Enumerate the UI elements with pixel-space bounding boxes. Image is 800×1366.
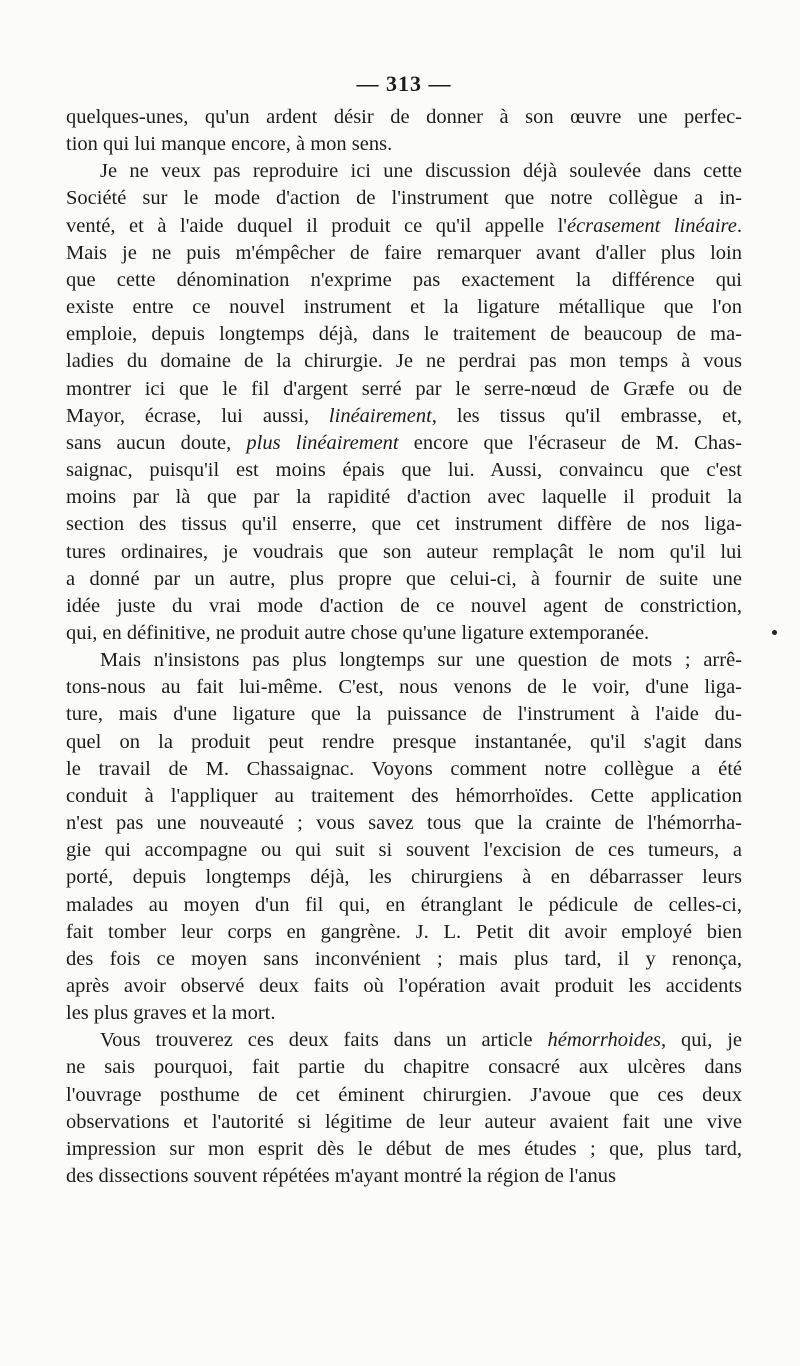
text-run: Mayor, écrase, lui aussi, (66, 404, 329, 427)
text-line (66, 674, 742, 701)
text-line (66, 1163, 742, 1190)
text-run: fait tomber leur corps en gangrène. J. L. Petit dit avoir employé bien (66, 920, 742, 943)
text-line (66, 213, 742, 240)
text-line (66, 539, 742, 566)
text-line (66, 267, 742, 294)
ink-speck (772, 630, 777, 635)
text-run: existe entre ce nouvel instrument et la ligature métallique que l'on (66, 296, 742, 319)
text-run: section des tissus qu'il enserre, que cet instrument diffère de nos liga- (66, 513, 742, 536)
text-line (66, 783, 742, 810)
text-line (66, 729, 742, 756)
text-line (66, 1136, 742, 1163)
italic-term: plus linéairement (246, 431, 399, 454)
text-run: des fois ce moyen sans inconvénient ; mais plus tard, il y renonça, (66, 947, 742, 970)
text-line (66, 756, 742, 783)
text-line (66, 1027, 742, 1054)
paragraph (66, 104, 742, 158)
text-line (66, 973, 742, 1000)
text-run: Mais je ne puis m'émpêcher de faire remarquer avant d'aller plus loin (66, 241, 742, 264)
text-run: venté, et à l'aide duquel il produit ce qu'il appelle l' (66, 214, 567, 237)
paragraph (66, 158, 742, 647)
text-run: sans aucun doute, (66, 431, 247, 454)
text-line (66, 647, 742, 674)
text-line (66, 348, 742, 375)
text-run: après avoir observé deux faits où l'opération avait produit les accidents (66, 975, 742, 997)
text-run: l'ouvrage posthume de cet éminent chirurgien. J'avoue que ces deux (66, 1083, 742, 1106)
text-run: qui, en définitive, ne produit autre chose qu'une ligature extemporanée. (66, 621, 650, 644)
text-line (66, 403, 742, 430)
text-run: les plus graves et la mort. (66, 1002, 276, 1025)
text-line (66, 919, 742, 946)
text-line (66, 1054, 742, 1081)
body-text (66, 104, 742, 1190)
text-run: Je ne veux pas reproduire ici une discussion déjà soulevée dans cette (100, 160, 742, 183)
text-run: Vous trouverez ces deux faits dans un article (100, 1029, 548, 1052)
text-line (66, 1000, 742, 1027)
text-run: que cette dénomination n'exprime pas exactement la différence qui (66, 268, 742, 291)
text-run: tons-nous au fait lui-même. C'est, nous venons de le voir, d'une liga- (66, 676, 742, 699)
text-line (66, 892, 742, 919)
text-line (66, 701, 742, 728)
text-run: moins par là que par la rapidité d'action avec laquelle il produit la (66, 486, 742, 509)
text-line (66, 946, 742, 973)
text-run: observations et l'autorité si légitime de leur auteur avaient fait une vive (66, 1110, 742, 1133)
text-run: quel on la produit peut rendre presque instantanée, qu'il s'agit dans (66, 730, 742, 753)
text-run: , qui, je (661, 1029, 742, 1052)
text-line (66, 566, 742, 593)
text-line (66, 104, 742, 131)
text-line (66, 294, 742, 321)
text-run: emploie, depuis longtemps déjà, dans le traitement de beaucoup de ma- (66, 323, 742, 346)
page-number: — 313 — (356, 71, 452, 96)
text-run: le travail de M. Chassaignac. Voyons comment notre collègue a été (66, 757, 742, 780)
text-line (66, 240, 742, 267)
text-run: saignac, puisqu'il est moins épais que lui. Aussi, convaincu que c'est (66, 459, 742, 482)
text-line (66, 158, 742, 185)
italic-term: écrasement linéaire (566, 214, 737, 237)
text-run: idée juste du vrai mode d'action de ce nouvel agent de constriction, (66, 594, 742, 617)
text-run: ture, mais d'une ligature que la puissance de l'instrument à l'aide du- (66, 703, 742, 726)
paragraph (66, 1027, 742, 1190)
text-line (66, 1082, 742, 1109)
text-run: . (736, 214, 742, 237)
text-line (66, 376, 742, 403)
text-line (66, 1109, 742, 1136)
text-line (66, 593, 742, 620)
text-run: ladies du domaine de la chirurgie. Je ne perdrai pas mon temps à vous (66, 350, 742, 373)
text-line (66, 837, 742, 864)
text-run: ne sais pourquoi, fait partie du chapitre consacré aux ulcères dans (66, 1056, 742, 1079)
text-line (66, 864, 742, 891)
text-run: encore que l'écraseur de M. Chas- (398, 431, 743, 454)
text-run: conduit à l'appliquer au traitement des hémorrhoïdes. Cette application (66, 784, 742, 807)
text-run: a donné par un autre, plus propre que celui-ci, à fournir de suite une (66, 567, 742, 590)
text-line (66, 131, 742, 158)
text-line (66, 810, 742, 837)
text-run: tures ordinaires, je voudrais que son auteur remplaçât le nom qu'il lui (66, 540, 742, 563)
text-line (66, 321, 742, 348)
text-line (66, 484, 742, 511)
text-line (66, 430, 742, 457)
text-run: quelques-unes, qu'un ardent désir de donner à son œuvre une perfec- (66, 106, 742, 128)
text-run: Mais n'insistons pas plus longtemps sur une question de mots ; arrê- (100, 649, 742, 672)
text-run: n'est pas une nouveauté ; vous savez tous que la crainte de l'hémorrha- (66, 812, 742, 835)
text-run: , les tissus qu'il embrasse, et, (431, 404, 742, 427)
text-line (66, 457, 742, 484)
italic-term: hémorrhoides (547, 1029, 662, 1052)
text-run: porté, depuis longtemps déjà, les chirurgiens à en débarrasser leurs (66, 866, 742, 889)
text-line (66, 511, 742, 538)
text-line (66, 620, 742, 647)
text-run: malades au moyen d'un fil qui, en étranglant le pédicule de celles-ci, (66, 893, 742, 916)
text-run: des dissections souvent répétées m'ayant montré la région de l'anus (66, 1165, 616, 1188)
paragraph (66, 647, 742, 1027)
text-run: impression sur mon esprit dès le début de mes études ; que, plus tard, (66, 1137, 742, 1160)
text-run: montrer ici que le fil d'argent serré par le serre-nœud de Græfe ou de (66, 377, 742, 400)
italic-term: linéairement (328, 404, 432, 427)
text-run: tion qui lui manque encore, à mon sens. (66, 133, 393, 156)
text-line (66, 185, 742, 212)
text-run: Société sur le mode d'action de l'instrument que notre collègue a in- (66, 187, 742, 210)
text-run: gie qui accompagne ou qui suit si souvent l'excision de ces tumeurs, a (66, 839, 742, 862)
